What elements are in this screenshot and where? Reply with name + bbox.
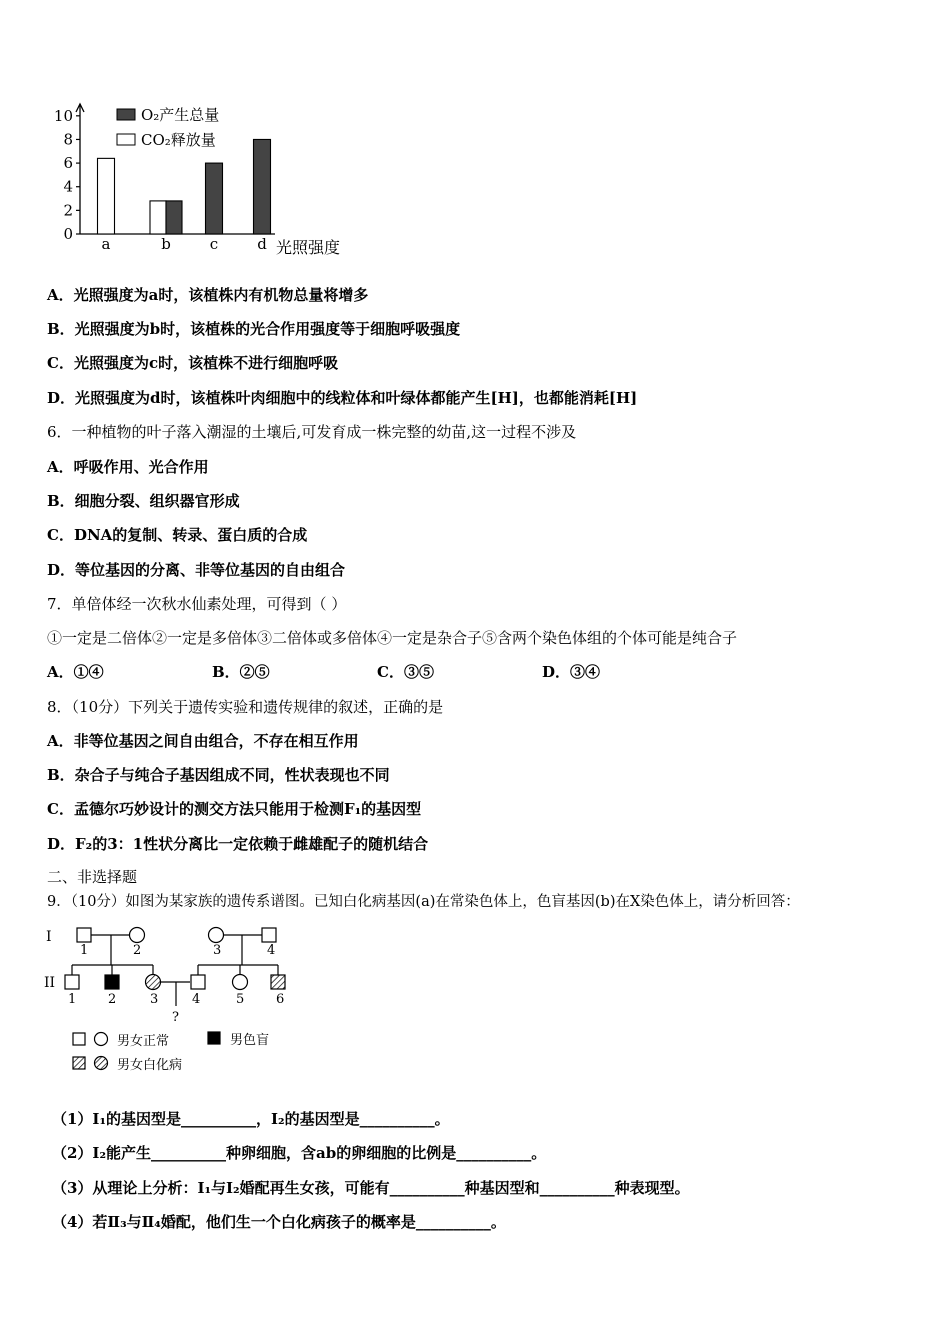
q6-option-a: A．呼吸作用、光合作用 (47, 458, 209, 476)
q8-stem: 8．（10分）下列关于遗传实验和遗传规律的叙述，正确的是 (47, 698, 444, 716)
pedigree-num: 1 (80, 943, 89, 958)
y-tick-label: 2 (63, 201, 73, 220)
q8-option-c: C．孟德尔巧妙设计的测交方法只能用于检测F₁的基因型 (47, 800, 422, 818)
pedigree-II2-male-colorblind (105, 975, 119, 989)
pedigree-I2-female-normal (130, 928, 145, 943)
pedigree-II1-male-normal (65, 975, 79, 989)
x-tick-label: d (257, 235, 267, 253)
pedigree-I1-male-normal (77, 928, 91, 942)
legend-swatch-co2 (117, 134, 135, 145)
q8-option-a: A．非等位基因之间自由组合，不存在相互作用 (47, 732, 359, 750)
pedigree-num: 6 (276, 992, 285, 1007)
pedigree-chart (40, 920, 320, 1080)
bar-co2-a (98, 158, 115, 234)
q5-option-c: C．光照强度为c时，该植株不进行细胞呼吸 (47, 354, 339, 372)
pedigree-I4-male-normal (262, 928, 276, 942)
pedigree-num: 1 (68, 992, 77, 1007)
x-tick-label: b (161, 235, 171, 253)
q7-option-d: D．③④ (542, 663, 601, 681)
legend-label-o2: O₂产生总量 (141, 106, 220, 124)
y-tick-label: 10 (53, 106, 73, 125)
x-tick-label: a (101, 235, 111, 253)
q6-option-d: D．等位基因的分离、非等位基因的自由组合 (47, 561, 346, 579)
q7-statements: ①一定是二倍体②一定是多倍体③二倍体或多倍体④一定是杂合子⑤含两个染色体组的个体可能是纯合子 (47, 629, 738, 647)
pedigree-II5-female-normal (233, 975, 248, 990)
pedigree-I3-female-normal (209, 928, 224, 943)
bar-o2-b (166, 201, 182, 234)
q8-option-d: D．F₂的3：1性状分离比一定依赖于雌雄配子的随机结合 (47, 835, 429, 853)
q9-stem: 9．（10分）如图为某家族的遗传系谱图。已知白化病基因(a)在常染色体上，色盲基因(b)在X染色体上，请分析回答： (47, 894, 800, 910)
legend-label-co2: CO₂释放量 (141, 131, 216, 149)
generation-1-label: I (46, 929, 52, 945)
pedigree-num: 2 (133, 943, 142, 958)
pedigree-unknown-child: ? (172, 1010, 179, 1025)
q9-sub-3: （3）从理论上分析：Ⅰ₁与Ⅰ₂婚配再生女孩，可能有__________种基因型和__________种表现型。 (52, 1179, 690, 1197)
q6-option-c: C．DNA的复制、转录、蛋白质的合成 (47, 526, 308, 544)
pedigree-lines (72, 935, 278, 1006)
q6-stem: 6．一种植物的叶子落入潮湿的土壤后,可发育成一株完整的幼苗,这一过程不涉及 (47, 423, 577, 441)
q6-option-b: B．细胞分裂、组织器官形成 (47, 492, 240, 510)
y-tick-label: 0 (63, 225, 73, 243)
chart-bars (98, 139, 271, 234)
q8-option-b: B．杂合子与纯合子基因组成不同，性状表现也不同 (47, 766, 390, 784)
q9-sub-4: （4）若Ⅱ₃与Ⅱ₄婚配，他们生一个白化病孩子的概率是__________。 (52, 1213, 506, 1231)
chart-legend (117, 106, 219, 149)
pedigree-num: 4 (267, 943, 276, 958)
pedigree-num: 5 (236, 992, 245, 1007)
y-tick-label: 4 (63, 177, 73, 196)
pedigree-num: 4 (192, 992, 201, 1007)
pedigree-numbers-gen1 (80, 943, 275, 958)
legend-male-albino-icon (73, 1057, 85, 1069)
bar-o2-d (254, 139, 271, 234)
pedigree-num: 3 (150, 992, 159, 1007)
q7-option-b: B．②⑤ (212, 663, 270, 681)
q5-option-d: D．光照强度为d时，该植株叶肉细胞中的线粒体和叶绿体都能产生[H]，也都能消耗[H] (47, 389, 638, 407)
q5-option-b: B．光照强度为b时，该植株的光合作用强度等于细胞呼吸强度 (47, 320, 461, 338)
pedigree-num: 3 (213, 943, 222, 958)
legend-male-normal-icon (73, 1033, 85, 1045)
legend-female-albino-icon (95, 1057, 108, 1070)
section-heading: 二、非选择题 (47, 868, 138, 886)
bar-chart (40, 92, 360, 262)
bar-o2-c (206, 163, 223, 234)
legend-male-colorblind-icon (208, 1032, 220, 1044)
legend-swatch-o2 (117, 109, 135, 120)
legend-female-normal-icon (95, 1033, 108, 1046)
q7-option-a: A．①④ (47, 663, 104, 681)
y-tick-label: 6 (63, 154, 73, 173)
x-tick-label: c (209, 235, 219, 253)
q9-sub-2: （2）Ⅰ₂能产生__________种卵细胞，含ab的卵细胞的比例是__________。 (52, 1144, 547, 1162)
y-tick-label: 8 (63, 130, 73, 149)
legend-albino-label: 男女白化病 (117, 1058, 183, 1073)
chart-xlabel: 光照强度 (276, 238, 341, 257)
generation-2-label: II (44, 975, 56, 991)
bar-co2-b (150, 201, 166, 234)
pedigree-II4-male-normal (191, 975, 205, 989)
legend-colorblind-label: 男色盲 (230, 1033, 270, 1048)
q7-stem: 7．单倍体经一次秋水仙素处理，可得到（ ） (47, 595, 347, 613)
q9-sub-1: （1）Ⅰ₁的基因型是__________，Ⅰ₂的基因型是__________。 (52, 1110, 450, 1128)
pedigree-II6-male-albino (271, 975, 285, 989)
q5-option-a: A．光照强度为a时，该植株内有机物总量将增多 (47, 286, 369, 304)
pedigree-II3-female-albino (146, 975, 161, 990)
legend-normal-label: 男女正常 (117, 1034, 170, 1049)
pedigree-num: 2 (108, 992, 117, 1007)
q7-option-c: C．③⑤ (377, 663, 434, 681)
